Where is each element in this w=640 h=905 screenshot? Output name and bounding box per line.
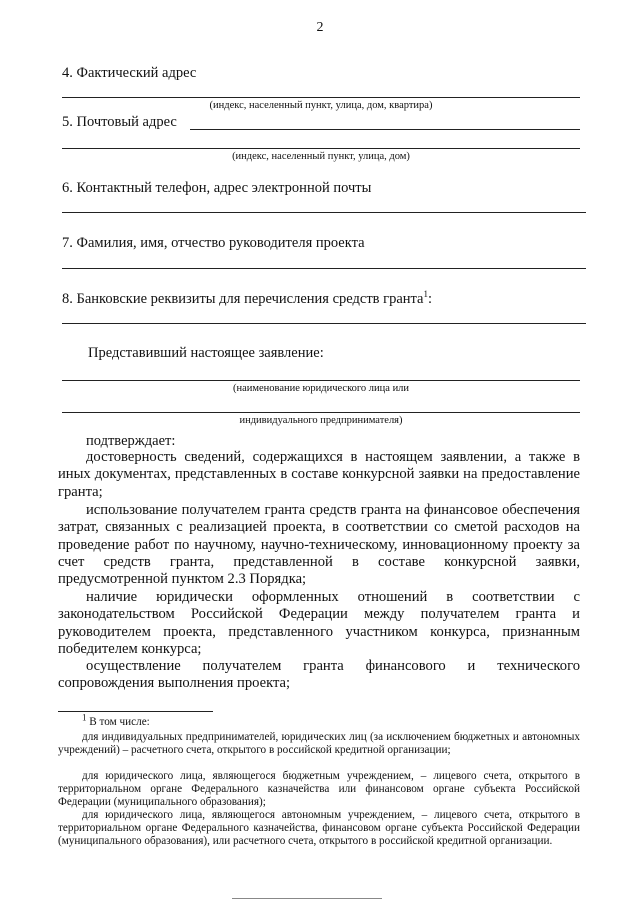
applicant-hint-1: (наименование юридического лица или xyxy=(232,383,410,394)
postal-address-label: 5. Почтовый адрес xyxy=(62,114,177,130)
confirm-item-1 xyxy=(58,449,580,501)
bank-details-label xyxy=(62,290,432,308)
actual-address-input-line[interactable] xyxy=(62,97,580,98)
manager-name-input-line[interactable] xyxy=(62,268,586,269)
page-number: 2 xyxy=(316,20,324,35)
confirms-heading: подтверждает: xyxy=(86,433,176,449)
confirm-item-3 xyxy=(58,589,580,658)
footnote-item-1-text: для индивидуальных предпринимателей, юридических лиц (за исключением бюджетных и автономных учреждений) – расчетного счета, открытого в российской кредитной организации; xyxy=(58,731,580,756)
manager-name-label: 7. Фамилия, имя, отчество руководителя проекта xyxy=(62,235,365,251)
footnote-marker: 1 xyxy=(82,712,87,723)
footnote-item-3 xyxy=(58,809,580,848)
confirm-item-4 xyxy=(58,658,580,693)
applicant-input-line-2[interactable] xyxy=(62,412,580,413)
bank-details-label-text: 8. Банковские реквизиты для перечисления средств гранта xyxy=(62,291,424,307)
contact-label: 6. Контактный телефон, адрес электронной почты xyxy=(62,180,372,196)
actual-address-hint: (индекс, населенный пункт, улица, дом, квартира) xyxy=(209,100,433,111)
actual-address-label: 4. Фактический адрес xyxy=(62,65,197,81)
footnote-item-3-text: для юридического лица, являющегося автономным учреждением, – лицевого счета, открытого в территориальном органе Федерального казначейства, финансовом органе субъекта Российской Федерации (муниципального образования), или расчетного счета, открытого в российской кредитной организации. xyxy=(58,809,580,847)
footnote-reference: 1 xyxy=(423,289,428,300)
confirm-item-4-text: осуществление получателем гранта финансового и технического сопровождения выполнения проекта; xyxy=(58,658,580,692)
postal-address-input-line-1[interactable] xyxy=(190,129,580,130)
footnote-item-2 xyxy=(58,770,580,809)
confirm-item-2-text: использование получателем гранта средств гранта на финансовое обеспечения затрат, связанных с реализацией проекта, в соответствии со сметой расходов на проведение работ по научному, научно-техническому, инновационному проекту за счет средств гранта, представленной в составе конкурсной заявки, предусмотренной пунктом 2.3 Порядка; xyxy=(58,502,580,588)
bank-details-input-line[interactable] xyxy=(62,323,586,324)
confirm-item-2 xyxy=(58,502,580,588)
applicant-input-line-1[interactable] xyxy=(62,380,580,381)
confirm-item-3-text: наличие юридически оформленных отношений в соответствии с законодательством Российской Федерации между получателем гранта и руководителем проекта, представленного участником конкурса, признанным победителем конкурса; xyxy=(58,589,580,657)
confirm-item-1-text: достоверность сведений, содержащихся в настоящем заявлении, а также в иных документах, представленных в составе конкурсной заявки на предоставление гранта; xyxy=(58,449,580,500)
footnote-title-text: В том числе: xyxy=(89,716,150,728)
contact-input-line[interactable] xyxy=(62,212,586,213)
postal-address-input-line-2[interactable] xyxy=(62,148,580,149)
footnote-item-1 xyxy=(58,731,580,757)
footnote-item-2-text: для юридического лица, являющегося бюджетным учреждением, – лицевого счета, открытого в территориальном органе Федерального казначейства или финансовом органе субъекта Российской Федерации (муниципального образования); xyxy=(58,770,580,808)
scan-edge-mark xyxy=(232,898,382,899)
postal-address-hint: (индекс, населенный пункт, улица, дом) xyxy=(232,151,410,162)
applicant-label: Представивший настоящее заявление: xyxy=(88,345,324,361)
applicant-hint-2: индивидуального предпринимателя) xyxy=(239,415,403,426)
bank-details-colon: : xyxy=(427,291,432,307)
footnote-title xyxy=(58,712,580,729)
